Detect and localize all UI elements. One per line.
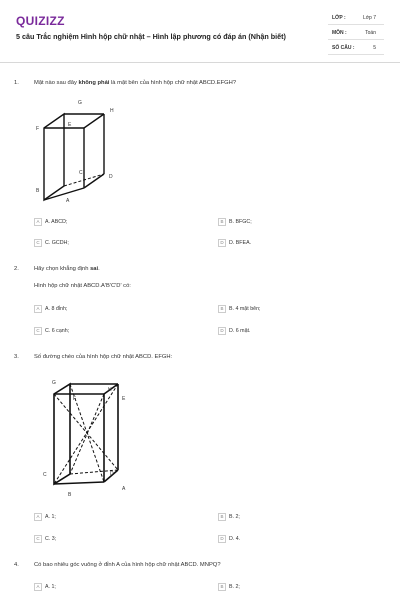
option-label: D. BFEA. xyxy=(229,240,252,246)
header-divider xyxy=(0,62,400,63)
meta-key: LỚP : xyxy=(332,15,346,21)
question-text: Số đường chéo của hình hộp chữ nhật ABCD. EFGH: xyxy=(34,354,173,360)
vertex-label: E xyxy=(68,122,72,128)
vertex-label: H xyxy=(108,387,112,393)
meta-key: MÔN : xyxy=(332,30,347,36)
question-number: 1. xyxy=(14,80,19,86)
option-label: B. 4 mặt bên; xyxy=(229,306,261,312)
option-letter-box: C xyxy=(34,535,42,543)
option-letter-box: A xyxy=(34,583,42,591)
option-label: D. 4. xyxy=(229,536,241,542)
option-letter-box: A xyxy=(34,218,42,226)
figure-edge xyxy=(44,188,84,200)
option-label: C. 6 cạnh; xyxy=(45,328,70,334)
figure-cuboid-3 xyxy=(36,374,146,500)
question-text-emphasis: không phải xyxy=(78,80,110,86)
option-d[interactable] xyxy=(218,327,251,335)
meta-row-count xyxy=(328,40,384,55)
option-c[interactable] xyxy=(34,327,69,335)
meta-value: 5 xyxy=(373,45,376,51)
figure-edge xyxy=(84,174,104,188)
question-text xyxy=(34,80,236,86)
quizizz-logo: QUIZIZZ xyxy=(16,14,65,28)
meta-value: Lớp 7 xyxy=(362,15,376,21)
option-label: A. 8 đỉnh; xyxy=(45,306,68,312)
option-label: D. 6 mặt. xyxy=(229,328,251,334)
question-number: 3. xyxy=(14,354,19,360)
vertex-label: D xyxy=(109,174,113,180)
question-text: Có bao nhiêu góc vuông ở đỉnh A của hình hộp chữ nhật ABCD. MNPQ? xyxy=(34,562,221,568)
option-label: B. 2; xyxy=(229,514,240,520)
vertex-label: H xyxy=(110,108,114,114)
figure-edge xyxy=(44,114,64,200)
option-label: C. GCDH; xyxy=(45,240,69,246)
question-text-part: Hãy chọn khẳng định xyxy=(34,266,91,272)
vertex-label: A xyxy=(66,198,70,204)
option-letter-box: B xyxy=(218,305,226,313)
option-c[interactable] xyxy=(34,535,56,543)
option-letter-box: D xyxy=(218,327,226,335)
option-label: A. ABCD; xyxy=(45,219,68,225)
option-letter-box: B xyxy=(218,218,226,226)
option-a[interactable] xyxy=(34,218,67,226)
figure-diagonal xyxy=(54,394,118,470)
option-b[interactable] xyxy=(218,513,240,521)
option-d[interactable] xyxy=(218,239,251,247)
figure-cuboid-1 xyxy=(30,92,130,204)
vertex-label: G xyxy=(78,100,82,106)
question-subtext: Hình hộp chữ nhật ABCD.A'B'C'D' có: xyxy=(34,283,131,289)
option-a[interactable] xyxy=(34,513,56,521)
option-letter-box: A xyxy=(34,305,42,313)
option-b[interactable] xyxy=(218,583,240,591)
option-label: B. 2; xyxy=(229,584,240,590)
question-number: 2. xyxy=(14,266,19,272)
meta-row-subject xyxy=(328,25,384,40)
meta-box xyxy=(328,10,384,55)
vertex-label: G xyxy=(52,380,56,386)
vertex-label: C xyxy=(79,170,83,176)
option-d[interactable] xyxy=(218,535,240,543)
question-text-part: là mặt bên của hình hộp chữ nhật ABCD.EFGH? xyxy=(109,80,237,86)
option-a[interactable] xyxy=(34,305,67,313)
vertex-label: E xyxy=(122,396,126,402)
question-text-part: . xyxy=(98,266,100,272)
meta-key: SỐ CÂU : xyxy=(332,45,355,51)
vertex-label: B xyxy=(68,492,72,498)
option-label: A. 1; xyxy=(45,584,56,590)
vertex-label: B xyxy=(36,188,40,194)
page-header xyxy=(0,0,400,70)
meta-value: Toán xyxy=(365,30,376,36)
question-text-part: Mặt nào sau đây xyxy=(34,80,79,86)
question-text-emphasis: sai xyxy=(90,266,99,272)
option-letter-box: A xyxy=(34,513,42,521)
question-number: 4. xyxy=(14,562,19,568)
option-a[interactable] xyxy=(34,583,56,591)
option-label: A. 1; xyxy=(45,514,56,520)
figure-edge xyxy=(84,114,104,128)
option-letter-box: C xyxy=(34,327,42,335)
option-letter-box: D xyxy=(218,535,226,543)
option-b[interactable] xyxy=(218,218,252,226)
option-c[interactable] xyxy=(34,239,69,247)
page-title: 5 câu Trắc nghiệm Hình hộp chữ nhật – Hình lập phương có đáp án (Nhận biết) xyxy=(16,32,286,41)
option-letter-box: D xyxy=(218,239,226,247)
figure-edge xyxy=(54,384,70,484)
vertex-label: F xyxy=(36,126,40,132)
vertex-label: F xyxy=(73,396,77,402)
option-b[interactable] xyxy=(218,305,261,313)
figure-edge xyxy=(54,482,104,484)
vertex-label: C xyxy=(43,472,47,478)
vertex-label: D xyxy=(110,471,114,477)
option-label: C. 3; xyxy=(45,536,57,542)
option-letter-box: C xyxy=(34,239,42,247)
meta-row-class xyxy=(328,10,384,25)
option-letter-box: B xyxy=(218,513,226,521)
question-text xyxy=(34,266,100,272)
option-letter-box: B xyxy=(218,583,226,591)
option-label: B. BFGC; xyxy=(229,219,252,225)
vertex-label: A xyxy=(122,486,126,492)
figure-diagonal xyxy=(54,384,118,484)
